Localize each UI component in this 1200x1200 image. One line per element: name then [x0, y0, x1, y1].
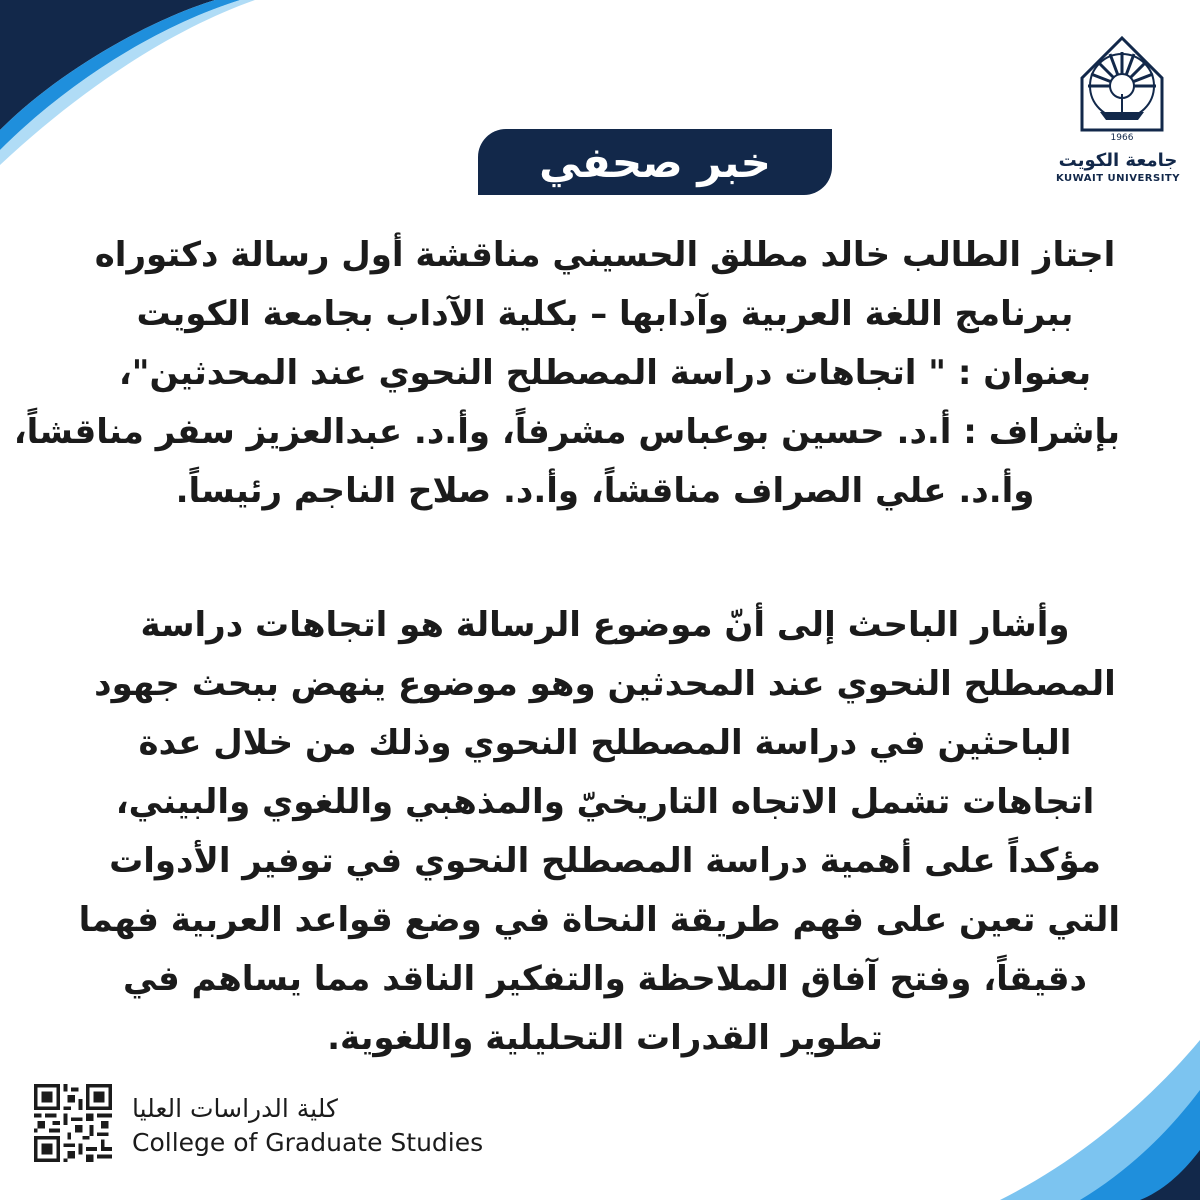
logo-name-arabic: جامعة الكويت	[1058, 150, 1178, 171]
text-line: اتجاهات تشمل الاتجاه التاريخيّ والمذهبي واللغوي والبيني،	[115, 782, 1095, 822]
logo-name-english: KUWAIT UNIVERSITY	[1055, 173, 1180, 184]
logo-year: 1966	[1110, 133, 1134, 143]
text-line: بعنوان : " اتجاهات دراسة المصطلح النحوي عند المحدثين"،	[118, 353, 1092, 393]
kuwait-university-emblem-icon	[1072, 34, 1172, 146]
paragraph-1	[13, 226, 1120, 521]
text-line: دقيقاً، وفتح آفاق الملاحظة والتفكير الناقد مما يساهم في	[123, 959, 1087, 999]
text-line: وأ.د. علي الصراف مناقشاً، وأ.د. صلاح الناجم رئيساً.	[175, 471, 1035, 511]
qr-code-icon[interactable]	[34, 1084, 112, 1162]
text-line: بإشراف : أ.د. حسين بوعباس مشرفاً، وأ.د. عبدالعزيز سفر مناقشاً،	[13, 412, 1120, 452]
text-line: التي تعين على فهم طريقة النحاة في وضع قواعد العربية فهما	[78, 900, 1120, 940]
text-line: المصطلح النحوي عند المحدثين وهو موضوع ينهض ببحث جهود	[94, 664, 1116, 704]
header-title: خبر صحفي	[539, 137, 771, 187]
text-line: الباحثين في دراسة المصطلح النحوي وذلك من خلال عدة	[138, 723, 1072, 763]
text-line: اجتاز الطالب خالد مطلق الحسيني مناقشة أول رسالة دكتوراه	[94, 235, 1116, 275]
college-name-arabic: كلية الدراسات العليا	[132, 1094, 338, 1123]
header-banner	[478, 129, 832, 195]
text-line: ببرنامج اللغة العربية وآدابها – بكلية الآداب بجامعة الكويت	[136, 294, 1074, 334]
paragraph-2	[78, 596, 1120, 1068]
text-line: تطوير القدرات التحليلية واللغوية.	[327, 1018, 883, 1058]
text-line: وأشار الباحث إلى أنّ موضوع الرسالة هو اتجاهات دراسة	[140, 605, 1070, 645]
text-line: مؤكداً على أهمية دراسة المصطلح النحوي في توفير الأدوات	[109, 841, 1101, 881]
college-name-english: College of Graduate Studies	[132, 1128, 484, 1157]
